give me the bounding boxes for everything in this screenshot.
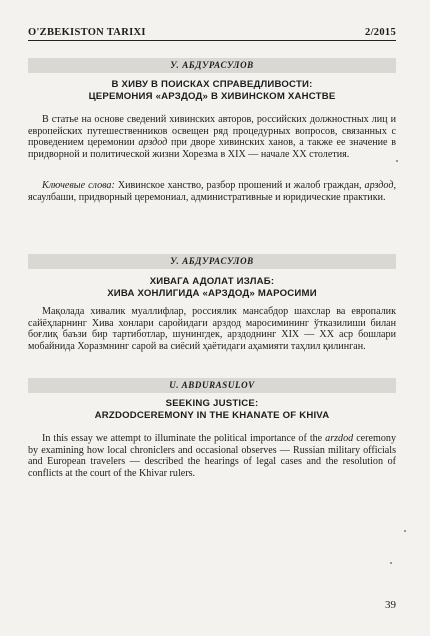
title-ru-line1: В ХИВУ В ПОИСКАХ СПРАВЕДЛИВОСТИ: <box>111 79 313 90</box>
keywords-text: Хивинское ханство, разбор прошений и жалоб граждан, арздод, ясаулбаши, придворный церемониал, административные и юридические практики. <box>28 180 396 203</box>
author-en: U. ABDURASULOV <box>169 380 255 390</box>
author-uz: У. АБДУРАСУЛОВ <box>170 256 254 266</box>
running-header <box>28 22 396 41</box>
title-uz-line2: ХИВА ХОНЛИГИДА «АРЗДОД» МАРОСИМИ <box>107 288 317 299</box>
title-en-line1: SEEKING JUSTICE: <box>165 398 259 409</box>
scan-speck <box>396 160 398 162</box>
scan-speck <box>390 562 392 564</box>
title-en <box>40 398 384 422</box>
scan-speck <box>404 530 406 532</box>
issue-number: 2/2015 <box>365 27 396 38</box>
abstract-uz: Мақолада хивалик муаллифлар, россиялик мансабдор шахслар ва европалик сайёҳларнинг Хива хонлари саройидаги арздод маросимининг ўтказилиши билан боғлиқ баъзи бир тартиботлар, шунингдек, арздоднинг XIX — XX аср бошлари мобайнида Хоразмнинг сарой ва сиёсий ҳаётидаги аҳамияти таҳлил қилинган. <box>28 306 396 352</box>
term-arzdod: арздод <box>138 137 168 148</box>
journal-title: O'ZBEKISTON TARIXI <box>28 27 146 38</box>
title-en-line2: ARZDODCEREMONY IN THE KHANATE OF KHIVA <box>94 410 330 421</box>
term-arzdod: арздод <box>364 180 394 191</box>
keywords-ru <box>28 180 396 203</box>
abstract-ru: В статье на основе сведений хивинских авторов, российских должностных лиц и европейских путешественников освещен ряд процедурных вопросов, связанных с проведением церемонии арздод при дворе хивинских ханов, а также ее значение в придворной и политической жизни Хорезма в XIX — начале XX столетия. <box>28 114 397 160</box>
page-number: 39 <box>385 599 396 611</box>
title-uz <box>40 276 384 300</box>
title-ru <box>40 79 384 103</box>
title-uz-line1: ХИВАГА АДОЛАТ ИЗЛАБ: <box>149 276 275 287</box>
title-ru-line2: ЦЕРЕМОНИЯ «АРЗДОД» В ХИВИНСКОМ ХАНСТВЕ <box>88 91 336 102</box>
term-arzdod: arzdod <box>325 433 354 444</box>
keywords-label: Ключевые слова: <box>42 180 115 191</box>
author-ru: У. АБДУРАСУЛОВ <box>170 60 254 70</box>
abstract-en: In this essay we attempt to illuminate the political importance of the arzdod ceremony by examining how local chroniclers and occasional observes — Russian military officials and European travelers — described the hearings of legal cases and the resolution of conflicts at the court of the Khivar rulers. <box>28 433 396 479</box>
